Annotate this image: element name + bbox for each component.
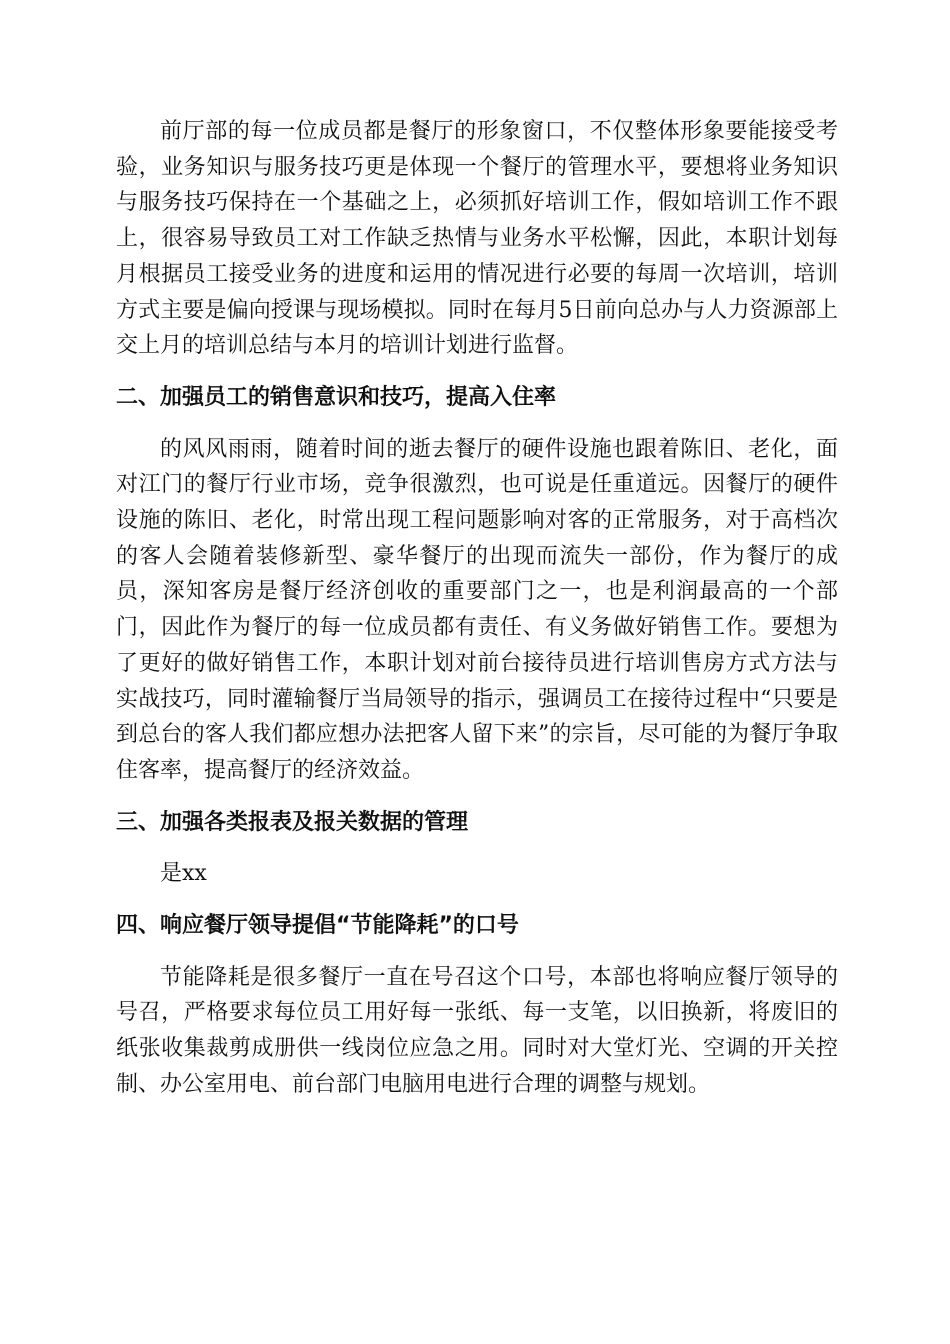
training-paragraph: 前厅部的每一位成员都是餐厅的形象窗口，不仅整体形象要能接受考验，业务知识与服务技巧更是体现一个餐厅的管理水平，要想将业务知识与服务技巧保持在一个基础之上，必须抓好培训工作，假如培训工作不跟上，很容易导致员工对工作缺乏热情与业务水平松懈，因此，本职计划每月根据员工接受业务的进度和运用的情况进行必要的每周一次培训，培训方式主要是偏向授课与现场模拟。同时在每月5日前向总办与人力资源部上交上月的培训总结与本月的培训计划进行监督。 (116, 119, 838, 359)
energy-paragraph: 节能降耗是很多餐厅一直在号召这个口号，本部也将响应餐厅领导的号召，严格要求每位员工用好每一张纸、每一支笔，以旧换新，将废旧的纸张收集裁剪成册供一线岗位应急之用。同时对大堂灯光、空调的开关控制、办公室用电、前台部门电脑用电进行合理的调整与规划。 (116, 964, 838, 1097)
reports-section-heading: 三、加强各类报表及报关数据的管理 (116, 809, 469, 835)
sales-paragraph: 的风风雨雨，随着时间的逝去餐厅的硬件设施也跟着陈旧、老化，面对江门的餐厅行业市场，竞争很激烈，也可说是任重道远。因餐厅的硬件设施的陈旧、老化，时常出现工程问题影响对客的正常服务，对于高档次的客人会随着装修新型、豪华餐厅的出现而流失一部份，作为餐厅的成员，深知客房是餐厅经济创收的重要部门之一，也是利润最高的一个部门，因此作为餐厅的每一位成员都有责任、有义务做好销售工作。要想为了更好的做好销售工作，本职计划对前台接待员进行培训售房方式方法与实战技巧，同时灌输餐厅当局领导的指示，强调员工在接待过程中“只要是到总台的客人我们都应想办法把客人留下来”的宗旨，尽可能的为餐厅争取住客率，提高餐厅的经济效益。 (116, 436, 838, 783)
energy-section-heading: 四、响应餐厅领导提倡“节能降耗”的口号 (116, 913, 519, 939)
sales-section-heading: 二、加强员工的销售意识和技巧，提高入住率 (116, 384, 557, 410)
reports-paragraph: 是xx (160, 861, 207, 887)
document-page (116, 114, 838, 1103)
